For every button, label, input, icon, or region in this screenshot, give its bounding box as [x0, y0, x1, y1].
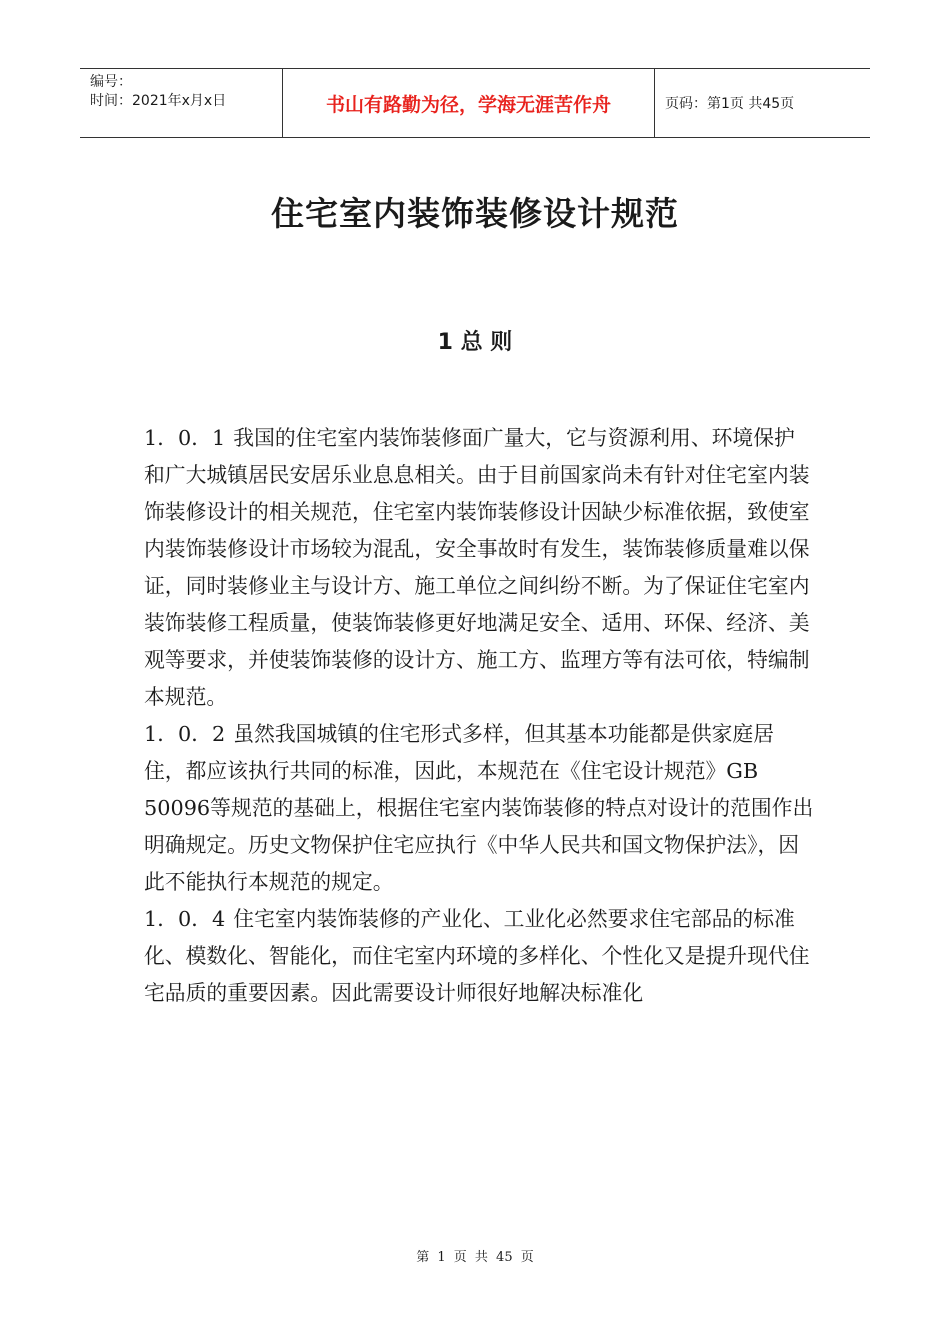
paragraph-text: 住宅室内装饰装修的产业化、工业化必然要求住宅部品的标准化、模数化、智能化，而住宅室内环境的多样化、个性化又是提升现代住宅品质的重要因素。因此需要设计师很好地解决标准化	[144, 907, 810, 1005]
time-label: 时间：2021年x月x日	[90, 93, 227, 109]
paragraph-text: 我国的住宅室内装饰装修面广量大，它与资源利用、环境保护和广大城镇居民安居乐业息息相关。由于目前国家尚未有针对住宅室内装饰装修设计的相关规范，住宅室内装饰装修设计因缺少标准依据，致使室内装饰装修设计市场较为混乱，安全事故时有发生，装饰装修质量难以保证，同时装修业主与设计方、施工单位之间纠纷不断。为了保证住宅室内装饰装修工程质量，使装饰装修更好地满足安全、适用、环保、经济、美观等要求，并使装饰装修的设计方、施工方、监理方等有法可依，特编制本规范。	[144, 426, 810, 709]
paragraph-text: 虽然我国城镇的住宅形式多样，但其基本功能都是供家庭居住，都应该执行共同的标准，因此，本规范在《住宅设计规范》GB 50096等规范的基础上，根据住宅室内装饰装修的特点对设计的范围作出明确规定。历史文物保护住宅应执行《中华人民共和国文物保护法》，因此不能执行本规范的规定。	[144, 722, 814, 894]
page-footer: 第 1 页 共 45 页	[416, 1250, 534, 1265]
paragraph	[144, 716, 814, 901]
header-page-info: 页码：第1页 共45页	[665, 96, 795, 112]
paragraph	[144, 420, 814, 716]
section-title: 1 总 则	[437, 330, 513, 355]
document-body	[144, 420, 814, 1012]
document-title: 住宅室内装饰装修设计规范	[271, 194, 679, 233]
clause-number: 1．0．2	[144, 722, 226, 746]
paragraph	[144, 901, 814, 1012]
clause-number: 1．0．1	[144, 426, 226, 450]
clause-number: 1．0．4	[144, 907, 226, 931]
header-meta	[80, 69, 282, 137]
header-motto: 书山有路勤为径，学海无涯苦作舟	[282, 69, 655, 137]
page-header	[80, 68, 870, 138]
number-label: 编号：	[90, 74, 132, 90]
